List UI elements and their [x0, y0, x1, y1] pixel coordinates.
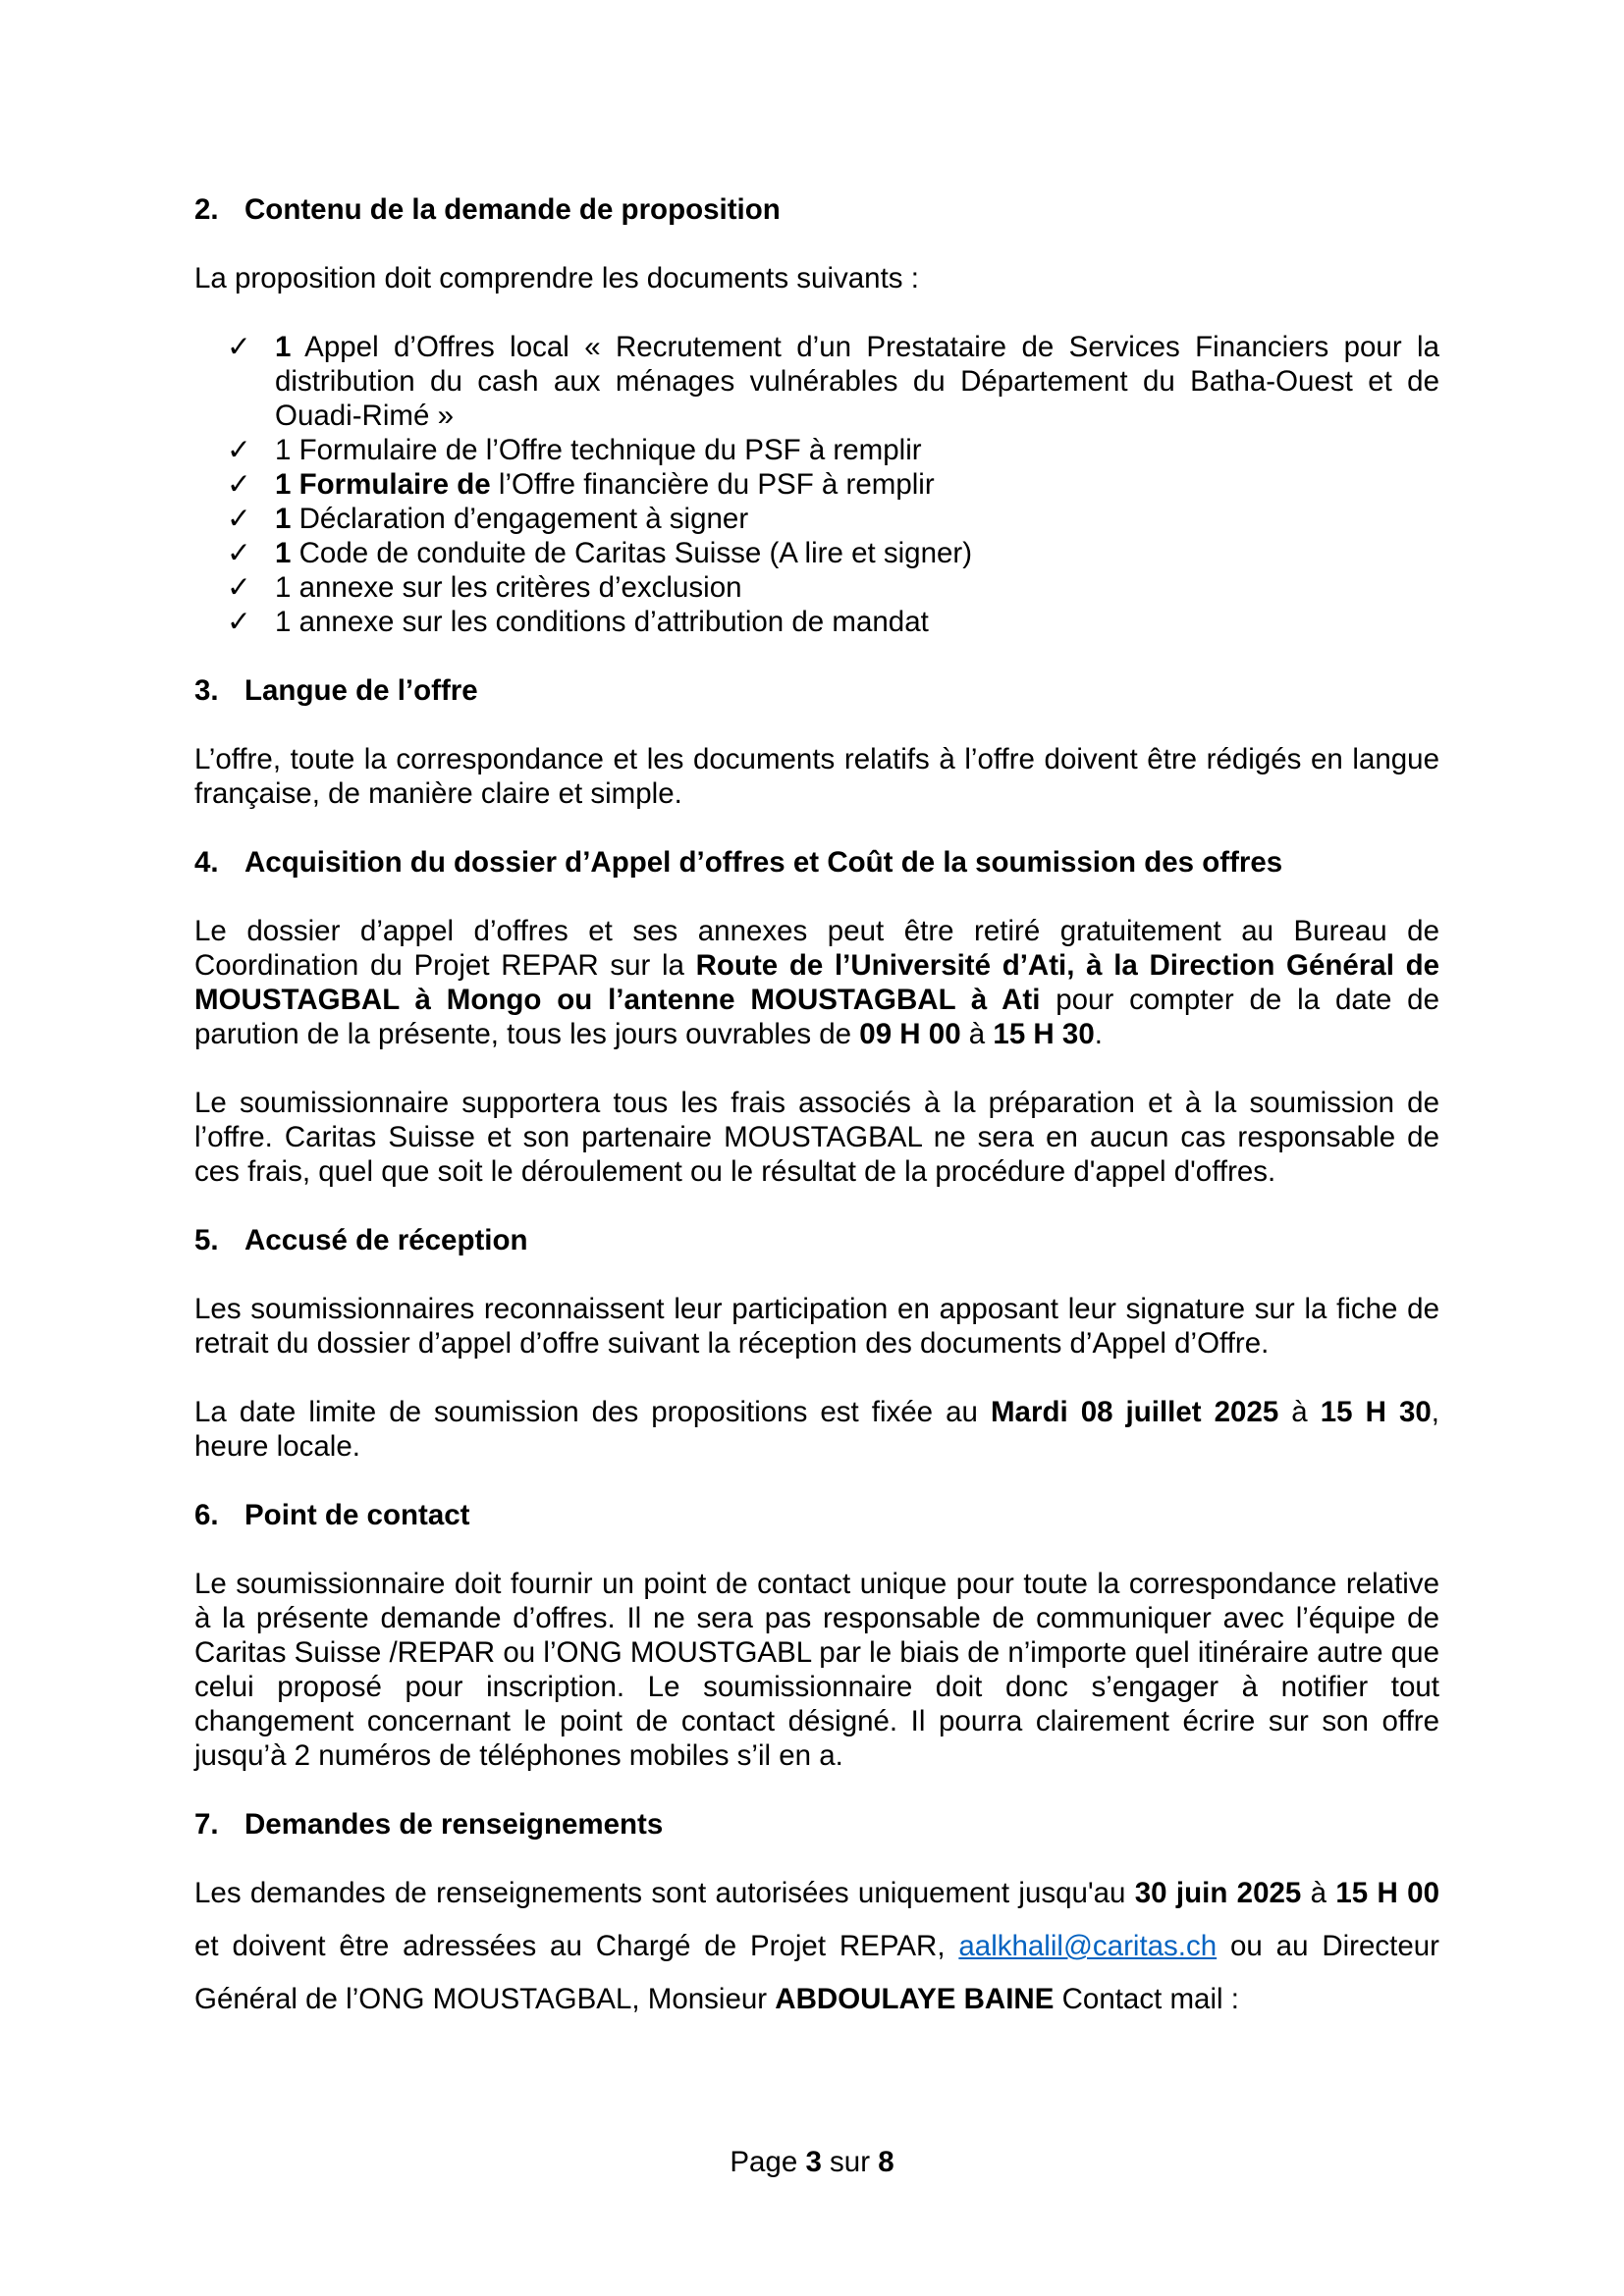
list-item — [227, 570, 1439, 605]
list-item — [227, 467, 1439, 502]
checkmark-icon: ✓ — [227, 503, 251, 535]
section-number: 3. — [194, 674, 219, 707]
checkmark-icon: ✓ — [227, 331, 251, 363]
inquiry-time: 15 H 00 — [1335, 1877, 1439, 1909]
paragraph: Les soumissionnaires reconnaissent leur participation en apposant leur signature sur la fiche de retrait du dossier d’appel d’offre suivant la réception des documents d’Appel d’Offre. — [194, 1293, 1439, 1360]
text-run: Le dossier d’appel d’offres et ses annexes peut être retiré gratuitement au Bureau de Coordination du Projet REPAR sur la — [194, 915, 1439, 982]
item-text: Code de conduite de Caritas Suisse (A lire et signer) — [291, 537, 973, 569]
paragraph — [194, 1867, 1439, 2026]
paragraph: Le soumissionnaire doit fournir un point de contact unique pour toute la correspondance relative à la présente demande d’offres. Il ne sera pas responsable de communiquer avec l’équipe de Caritas Suisse /REPAR ou l’ONG MOUSTGABL par le biais de n’importe quel itinéraire autre que celui proposé pour inscription. Le soumissionnaire doit donc s’engager à notifier tout changement concernant le point de contact désigné. Il pourra clairement écrire sur son offre jusqu’à 2 numéros de téléphones mobiles s’il en a. — [194, 1568, 1439, 1772]
text-run: pour compter de la date de parution de la présente, tous les jours ouvrables de — [194, 984, 1439, 1050]
text-run: ou au Directeur Général de l’ONG MOUSTAGBAL, Monsieur — [194, 1930, 1439, 2015]
deadline-date: Mardi 08 juillet 2025 — [990, 1396, 1279, 1428]
section-heading-6 — [194, 1498, 1439, 1532]
paragraph: La proposition doit comprendre les documents suivants : — [194, 262, 919, 294]
current-page-number: 3 — [805, 2146, 822, 2178]
text-run: , heure locale. — [194, 1396, 1439, 1463]
text-run: à — [960, 1018, 994, 1050]
section-number: 4. — [194, 846, 219, 879]
item-bold: 1 Formulaire de — [275, 468, 491, 501]
section-heading-4 — [194, 845, 1439, 880]
section-heading-5 — [194, 1223, 1439, 1257]
item-bold: 1 — [275, 503, 292, 535]
page-footer — [0, 2145, 1624, 2179]
item-bold: 1 — [275, 331, 292, 363]
section-title: Contenu de la demande de proposition — [244, 193, 781, 226]
section-number: 6. — [194, 1499, 219, 1531]
section-title: Accusé de réception — [244, 1224, 528, 1256]
section-heading-7 — [194, 1807, 1439, 1842]
checkmark-icon: ✓ — [227, 468, 251, 501]
contact-name: ABDOULAYE BAINE — [775, 1983, 1055, 2015]
text-run: Les demandes de renseignements sont autorisées uniquement jusqu'au — [194, 1877, 1135, 1909]
item-text: 1 Formulaire de l’Offre technique du PSF à remplir — [275, 434, 922, 466]
text-run: à — [1301, 1877, 1336, 1909]
item-bold: 1 — [275, 537, 292, 569]
section-title: Point de contact — [244, 1499, 470, 1531]
deadline-time: 15 H 30 — [1320, 1396, 1432, 1428]
list-item — [227, 433, 1439, 467]
inquiry-date: 30 juin 2025 — [1134, 1877, 1302, 1909]
location-text: Route de l’Université d’Ati, à la Direction Général de MOUSTAGBAL à Mongo ou l’antenne MOUSTAGBAL à Ati — [194, 949, 1439, 1016]
item-text: 1 annexe sur les conditions d’attribution de mandat — [275, 606, 929, 638]
list-item — [227, 330, 1439, 433]
paragraph — [194, 914, 1439, 1051]
section-title: Demandes de renseignements — [244, 1808, 664, 1841]
paragraph: Le soumissionnaire supportera tous les frais associés à la préparation et à la soumission de l’offre. Caritas Suisse et son partenaire MOUSTAGBAL ne sera en aucun cas responsable de ces frais, quel que soit le déroulement ou le résultat de la procédure d'appel d'offres. — [194, 1087, 1439, 1188]
closing-time: 15 H 30 — [993, 1018, 1095, 1050]
section-title: Acquisition du dossier d’Appel d’offres et Coût de la soumission des offres — [244, 846, 1283, 879]
item-text: 1 annexe sur les critères d’exclusion — [275, 571, 742, 604]
section-heading-2 — [194, 192, 1439, 227]
text-run: . — [1094, 1018, 1103, 1050]
opening-time: 09 H 00 — [859, 1018, 961, 1050]
document-checklist — [194, 330, 1439, 639]
checkmark-icon: ✓ — [227, 606, 251, 638]
total-pages: 8 — [878, 2146, 894, 2178]
text-run: Contact mail : — [1054, 1983, 1239, 2015]
list-item — [227, 605, 1439, 639]
text-run: La date limite de soumission des propositions est fixée au — [194, 1396, 991, 1428]
text-run: et doivent être adressées au Chargé de Projet REPAR, — [194, 1930, 959, 1962]
section-number: 5. — [194, 1224, 219, 1256]
section-title: Langue de l’offre — [244, 674, 478, 707]
footer-text: Page — [730, 2146, 806, 2178]
paragraph: L’offre, toute la correspondance et les documents relatifs à l’offre doivent être rédigés en langue française, de manière claire et simple. — [194, 743, 1439, 810]
document-page — [194, 192, 1439, 2026]
checkmark-icon: ✓ — [227, 537, 251, 569]
list-item — [227, 536, 1439, 570]
item-text: Déclaration d’engagement à signer — [291, 503, 749, 535]
checkmark-icon: ✓ — [227, 571, 251, 604]
section-number: 2. — [194, 193, 219, 226]
checkmark-icon: ✓ — [227, 434, 251, 466]
section-heading-3 — [194, 673, 1439, 708]
list-item — [227, 502, 1439, 536]
text-run: à — [1278, 1396, 1321, 1428]
item-text: Appel d’Offres local « Recrutement d’un Prestataire de Services Financiers pour la distribution du cash aux ménages vulnérables du Département du Batha-Ouest et de Ouadi-Rimé » — [275, 331, 1439, 432]
footer-text: sur — [821, 2146, 879, 2178]
section-number: 7. — [194, 1808, 219, 1841]
item-text: l’Offre financière du PSF à remplir — [490, 468, 935, 501]
email-link[interactable]: aalkhalil@caritas.ch — [958, 1930, 1218, 1962]
paragraph — [194, 1395, 1439, 1464]
